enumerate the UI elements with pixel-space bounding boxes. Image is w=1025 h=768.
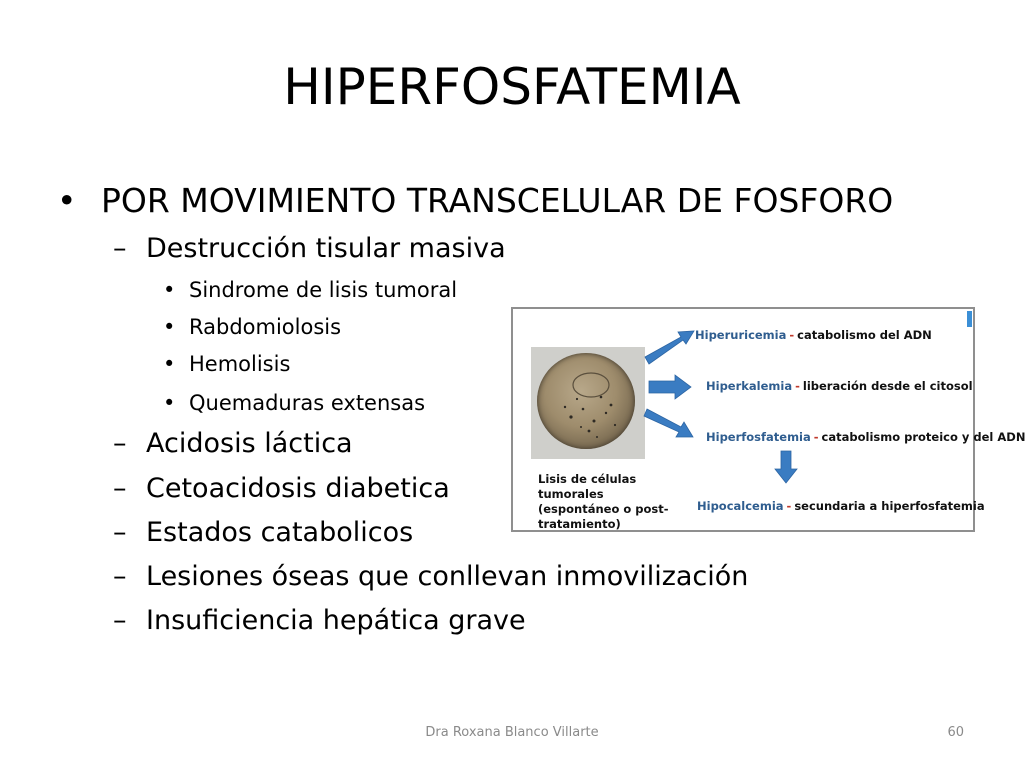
list-item-text: Sindrome de lisis tumoral bbox=[189, 278, 458, 302]
list-item-text: Quemaduras extensas bbox=[189, 391, 426, 415]
bullet-marker: • bbox=[163, 278, 176, 302]
diagram-item-hiperkalemia: Hiperkalemia - liberación desde el citosol bbox=[706, 379, 973, 393]
main-bullet-text: POR MOVIMIENTO TRANSCELULAR DE FOSFORO bbox=[101, 181, 894, 220]
arrow-down-icon bbox=[775, 451, 797, 483]
sub-bullet-acidosis bbox=[113, 428, 353, 459]
list-item-text: Hemolisis bbox=[189, 352, 291, 376]
sub-bullet-text: Acidosis láctica bbox=[146, 428, 353, 459]
list-item-quemaduras bbox=[163, 391, 426, 415]
dash-marker: – bbox=[113, 605, 127, 636]
page-number: 60 bbox=[947, 725, 964, 740]
sub-bullet-text: Cetoacidosis diabetica bbox=[146, 473, 450, 504]
sub-bullet-text: Insuficiencia hepática grave bbox=[146, 605, 526, 636]
dash-marker: – bbox=[113, 517, 127, 548]
bullet-marker: • bbox=[163, 352, 176, 376]
main-bullet bbox=[57, 181, 894, 220]
diagram-item-hiperuricemia: Hiperuricemia - catabolismo del ADN bbox=[695, 328, 932, 342]
dash-marker: – bbox=[113, 561, 127, 592]
bullet-marker: • bbox=[163, 315, 176, 339]
arrows-layer bbox=[513, 309, 973, 530]
sub-bullet-lesiones bbox=[113, 561, 749, 592]
diagram-item-hiperfosfatemia: Hiperfosfatemia - catabolismo proteico y del ADN bbox=[706, 430, 1025, 444]
bullet-marker: • bbox=[57, 181, 77, 220]
list-item-text: Rabdomiolosis bbox=[189, 315, 342, 339]
tumor-lysis-diagram bbox=[511, 307, 1025, 532]
arrow-down-right-icon bbox=[644, 409, 693, 437]
list-item-hemolisis bbox=[163, 352, 291, 376]
arrow-up-right-icon bbox=[645, 331, 694, 364]
cell-lysis-label: Lisis de células tumorales (espontáneo o post- tratamiento) bbox=[538, 472, 669, 531]
list-item-lisis-tumoral bbox=[163, 278, 458, 302]
dash-marker: – bbox=[113, 428, 127, 459]
bullet-marker: • bbox=[163, 391, 176, 415]
list-item-rabdomiolosis bbox=[163, 315, 342, 339]
sub-bullet-text: Lesiones óseas que conllevan inmovilización bbox=[146, 561, 749, 592]
sub-bullet-cetoacidosis bbox=[113, 473, 450, 504]
sub-bullet-catabolicos bbox=[113, 517, 414, 548]
sub-bullet-insuficiencia bbox=[113, 605, 526, 636]
sub-bullet-text: Estados catabolicos bbox=[146, 517, 414, 548]
arrow-right-icon bbox=[649, 375, 691, 399]
diagram-item-hipocalcemia: Hipocalcemia - secundaria a hiperfosfatemia bbox=[697, 499, 985, 513]
footer-author: Dra Roxana Blanco Villarte bbox=[425, 725, 599, 740]
sub-bullet-destruccion bbox=[113, 233, 506, 264]
dash-marker: – bbox=[113, 233, 127, 264]
sub-bullet-text: Destrucción tisular masiva bbox=[146, 233, 506, 264]
dash-marker: – bbox=[113, 473, 127, 504]
slide-title: HIPERFOSFATEMIA bbox=[283, 58, 741, 116]
